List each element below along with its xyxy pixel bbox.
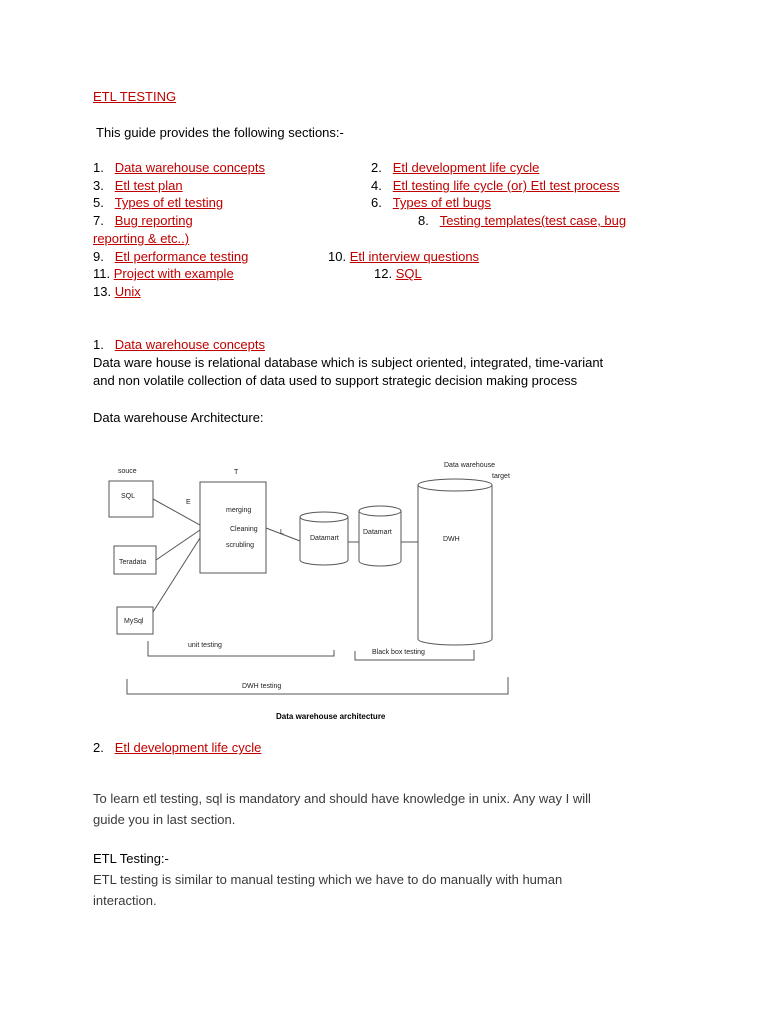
dwh-testing-bracket [127, 677, 508, 694]
toc-link[interactable]: Testing templates(test case, bug [439, 213, 627, 228]
toc-num: 12. [374, 266, 393, 281]
dwh-cylinder [418, 485, 492, 645]
toc-num: 13. [93, 284, 112, 299]
toc-link[interactable]: Project with example [113, 266, 234, 281]
dwh-testing-label: DWH testing [242, 683, 282, 690]
intro-text: This guide provides the following sections:- [96, 125, 344, 140]
section-link[interactable]: Etl development life cycle [114, 740, 262, 755]
toc-item-6[interactable] [371, 195, 491, 211]
architecture-label: Data warehouse Architecture: [93, 410, 264, 425]
para-2-line-2: guide you in last section. [93, 812, 236, 827]
e-label: E [186, 499, 191, 506]
toc-link[interactable]: Etl performance testing [114, 249, 249, 264]
toc-link[interactable]: Etl testing life cycle (or) Etl test process [392, 178, 620, 193]
toc-item-2[interactable] [371, 160, 539, 176]
toc-link[interactable]: Types of etl bugs [392, 195, 491, 210]
toc-num: 6. [371, 195, 382, 210]
toc-link[interactable]: Unix [114, 284, 141, 299]
toc-link[interactable]: Data warehouse concepts [114, 160, 265, 175]
toc-item-4[interactable] [371, 178, 620, 194]
page-title: ETL TESTING [93, 89, 177, 104]
cleaning-label: Cleaning [230, 526, 258, 533]
toc-link[interactable]: SQL [395, 266, 422, 281]
architecture-diagram [0, 450, 768, 730]
dw-label: Data warehouse [444, 462, 495, 469]
etl-testing-heading: ETL Testing:- [93, 851, 169, 866]
toc-item-10[interactable] [328, 249, 479, 265]
etl-para-line-1: ETL testing is similar to manual testing which we have to do manually with human [93, 872, 563, 887]
teradata-label: Teradata [119, 559, 147, 566]
toc-item-8-continued[interactable]: reporting & etc..) [93, 231, 190, 246]
toc-item-5[interactable] [93, 195, 223, 211]
toc-link[interactable]: Etl test plan [114, 178, 183, 193]
toc-num: 11. [93, 266, 111, 281]
unit-testing-label: unit testing [188, 642, 222, 649]
section-1-para-line-1: Data ware house is relational database which is subject oriented, integrated, time-variant [93, 355, 604, 370]
datamart-1-label: Datamart [310, 535, 339, 542]
souce-label: souce [118, 468, 137, 475]
toc-num: 10. [328, 249, 347, 264]
toc-num: 2. [371, 160, 382, 175]
section-2-heading[interactable] [93, 740, 261, 756]
toc-num: 8. [418, 213, 429, 228]
toc-item-8[interactable] [418, 213, 626, 229]
toc-num: 1. [93, 160, 104, 175]
toc-item-11[interactable] [93, 266, 234, 282]
sql-label: SQL [121, 493, 136, 500]
toc-num: 9. [93, 249, 104, 264]
target-label: target [492, 473, 510, 480]
toc-link[interactable]: Etl interview questions [349, 249, 480, 264]
toc-item-1[interactable] [93, 160, 265, 176]
datamart-2-label: Datamart [363, 529, 392, 536]
section-num: 2. [93, 740, 104, 755]
section-link[interactable]: Data warehouse concepts [114, 337, 265, 352]
section-num: 1. [93, 337, 104, 352]
unit-testing-bracket [148, 641, 334, 656]
toc-link[interactable]: Etl development life cycle [392, 160, 540, 175]
scrubbing-label: scrubling [226, 542, 255, 549]
datamart-2-cylinder [359, 511, 401, 566]
toc-item-12[interactable] [374, 266, 422, 282]
section-1-heading[interactable] [93, 337, 265, 353]
l-label: L [280, 529, 284, 536]
dwh-label: DWH [443, 536, 460, 543]
section-1-para-line-2: and non volatile collection of data used to support strategic decision making process [93, 373, 578, 388]
para-2-line-1: To learn etl testing, sql is mandatory and should have knowledge in unix. Any way I will [93, 791, 591, 806]
toc-item-3[interactable] [93, 178, 183, 194]
toc-num: 4. [371, 178, 382, 193]
toc-item-7[interactable] [93, 213, 193, 229]
toc-link[interactable]: Bug reporting [114, 213, 193, 228]
diagram-caption: Data warehouse architecture [276, 712, 386, 721]
toc-link[interactable]: Types of etl testing [114, 195, 224, 210]
t-label: T [234, 469, 239, 476]
toc-num: 7. [93, 213, 104, 228]
black-box-label: Black box testing [372, 649, 425, 656]
toc-item-13[interactable] [93, 284, 141, 300]
etl-para-line-2: interaction. [93, 893, 157, 908]
toc-num: 3. [93, 178, 104, 193]
mysql-label: MySql [124, 618, 144, 625]
toc-num: 5. [93, 195, 104, 210]
toc-item-9[interactable] [93, 249, 248, 265]
merging-label: merging [226, 507, 252, 514]
